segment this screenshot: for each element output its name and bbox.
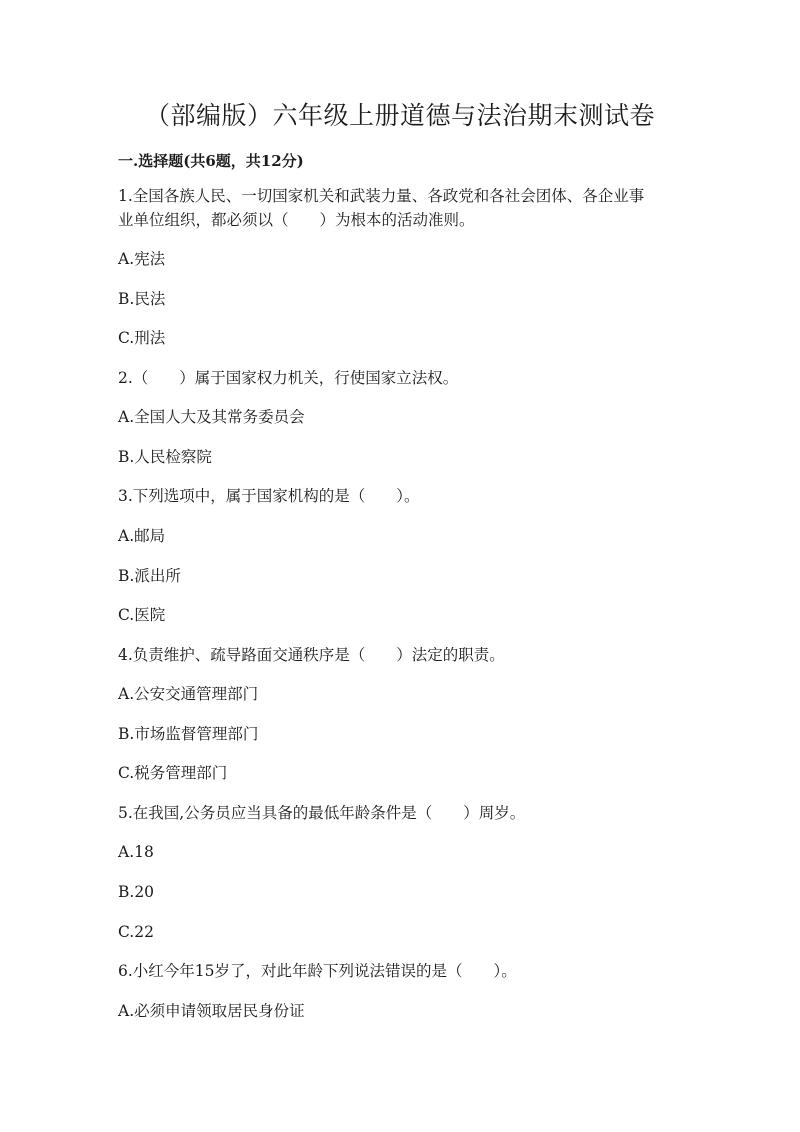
question-5-option-a: A.18	[118, 843, 154, 861]
page-title: （部编版）六年级上册道德与法治期末测试卷	[144, 101, 655, 130]
question-5-option-b: B.20	[118, 883, 155, 901]
section-heading: 一.选择题(共6题，共12分)	[118, 152, 304, 170]
question-2-option-b: B.人民检察院	[118, 448, 212, 466]
question-4-option-b: B.市场监督管理部门	[118, 725, 259, 743]
question-1-option-b: B.民法	[118, 290, 166, 308]
question-3-option-b: B.派出所	[118, 567, 181, 585]
question-6-stem: 6.小红今年15岁了，对此年龄下列说法错误的是（ ）。	[118, 962, 517, 980]
question-3-stem: 3.下列选项中，属于国家机构的是（ ）。	[118, 487, 420, 505]
question-3-option-c: C.医院	[118, 606, 166, 624]
question-4-option-c: C.税务管理部门	[118, 764, 228, 782]
question-4-option-a: A.公安交通管理部门	[118, 685, 259, 703]
question-2-stem: 2.（ ）属于国家权力机关，行使国家立法权。	[118, 369, 459, 387]
question-1-option-c: C.刑法	[118, 329, 166, 347]
question-1-stem-line-2: 业单位组织，都必须以（ ）为根本的活动准则。	[118, 211, 475, 229]
question-5-stem: 5.在我国,公务员应当具备的最低年龄条件是（ ）周岁。	[118, 804, 526, 822]
question-2-option-a: A.全国人大及其常务委员会	[118, 408, 305, 426]
question-1-stem-line-1: 1.全国各族人民、一切国家机关和武装力量、各政党和各社会团体、各企业事	[118, 187, 645, 205]
question-5-option-c: C.22	[118, 923, 154, 941]
question-1-option-a: A.宪法	[118, 250, 166, 268]
question-3-option-a: A.邮局	[118, 527, 166, 545]
question-4-stem: 4.负责维护、疏导路面交通秩序是（ ）法定的职责。	[118, 646, 505, 664]
question-6-option-a: A.必须申请领取居民身份证	[118, 1002, 305, 1020]
